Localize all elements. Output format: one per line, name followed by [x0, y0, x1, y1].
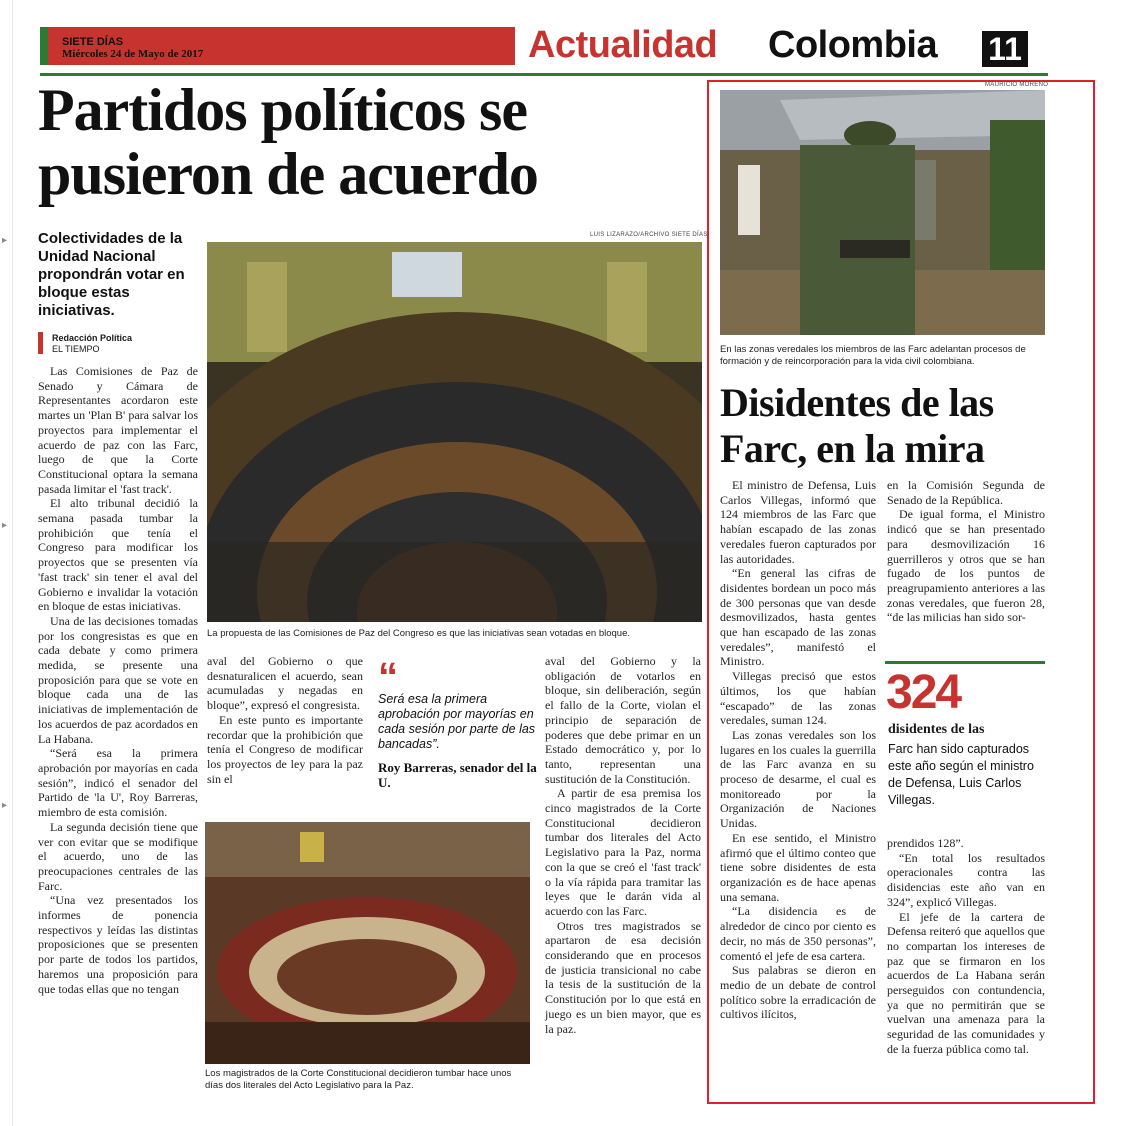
stat-rule	[885, 661, 1045, 664]
stat-text: Farc han sido capturados este año según el ministro de Defensa, Luis Carlos Villegas.	[888, 742, 1034, 807]
paragraph: Una de las decisiones tomadas por los congresistas es que en cada debate y como primera medida, se presente una proposición para que se vote en bloque cada una de las iniciativas de implementación de los acuerdos de paz acordados en La Habana.	[38, 613, 198, 746]
stat-number: 324	[886, 666, 961, 719]
paragraph: “En general las cifras de disidentes bordean un poco más de 300 personas que van desde desmovilizados, hasta gentes que han escapado de las zonas veredales”, manifestó el Ministro.	[720, 566, 876, 669]
sidebar-headline: Disidentes de las Farc, en la mira	[720, 380, 994, 471]
paragraph: A partir de esa premisa los cinco magistrados de la Corte Constitucional decidieron tumbar dos literales del Acto Legislativo para la Paz, norma con la que se creó el 'fast track' o la vía rápida para tramitar las leyes que le darán vida al acuerdo con las Farc.	[545, 786, 701, 918]
byline-outlet: EL TIEMPO	[52, 344, 100, 354]
main-headline: Partidos políticos se pusieron de acuerdo	[38, 77, 538, 207]
court-photo-image	[205, 822, 530, 1064]
paragraph: Otros tres magistrados se apartaron de esa decisión considerando que en procesos de justicia transicional no cabe la tesis de la sustitución de la Constitución por lo que está en juego es un bien mayor, que es la paz.	[545, 918, 701, 1036]
congress-photo-image	[207, 242, 702, 622]
pullquote-text: Será esa la primera aprobación por mayorías en cada sesión por parte de las bancadas”.	[378, 692, 536, 751]
stat-label: disidentes de las	[888, 722, 985, 737]
main-col-2	[207, 654, 363, 786]
photo-caption: La propuesta de las Comisiones de Paz del Congreso es que las iniciativas sean votadas en bloque.	[207, 628, 631, 639]
paragraph: “Será esa la primera aprobación por mayorías en cada sesión”, indicó el senador del Partido de 'la U', Roy Barreras, miembro de esta comisión.	[38, 746, 198, 820]
paragraph: “Una vez presentados los informes de ponencia respectivos y leídas las distintas proposiciones que se presenten por parte de todos los partidos, haremos una proposición para que todas ellas que no tengan	[38, 893, 198, 996]
court-photo	[205, 822, 530, 1064]
photo-caption: En las zonas veredales los miembros de las Farc adelantan procesos de formación y de reincorporación para la vida civil colombiana.	[720, 344, 1026, 367]
subsection-title: Colombia	[768, 24, 938, 66]
paragraph: prendidos 128”.	[887, 836, 964, 850]
paragraph: El ministro de Defensa, Luis Carlos Villegas, informó que 124 miembros de las Farc que habían escapado de las zonas veredales fueron capturados por las autoridades.	[720, 478, 876, 566]
byline-author: Redacción Política	[52, 333, 133, 343]
photo-caption: Los magistrados de la Corte Constitucional decidieron tumbar hace unos días dos literales del Acto Legislativo para la Paz.	[205, 1068, 512, 1091]
margin-arrow-icon: ▸	[2, 800, 8, 811]
farc-photo-image	[720, 90, 1045, 335]
sidebar-col-2-top	[887, 478, 1045, 625]
farc-photo	[720, 90, 1045, 335]
photo-credit: LUIS LIZARAZO/ARCHIVO SIETE DÍAS	[590, 232, 708, 238]
paragraph: El jefe de la cartera de Defensa reiteró que aquellos que no compartan los intereses de paz que se firmaron en los acuerdos de La Habana serán perseguidos con contundencia, ya que no permitirán que se vuelvan una amenaza para la seguridad de las comunidades y de la fuerza pública como tal.	[887, 909, 1045, 1056]
section-title: Actualidad	[528, 24, 718, 66]
paragraph: La segunda decisión tiene que ver con evitar que se modifique el acuerdo, uno de las preocupaciones centrales de las Farc.	[38, 819, 198, 893]
pullquote-author: Roy Barreras, senador del la U.	[378, 760, 537, 790]
page-edge	[12, 0, 13, 1126]
byline-marker	[38, 332, 43, 354]
quote-mark-icon: “	[378, 655, 398, 699]
masthead-rule	[40, 73, 1048, 76]
page-number: 11	[982, 31, 1028, 67]
main-col-3	[545, 654, 701, 1036]
paragraph: Las zonas veredales son los lugares en los cuales la guerrilla de las Farc avanza en su proceso de desarme, el cual es monitoreado por la Organización de Naciones Unidas.	[720, 727, 876, 831]
paragraph: Sus palabras se dieron en medio de un debate de control político sobre la erradicación de cultivos ilícitos,	[720, 963, 876, 1022]
publication-date: Miércoles 24 de Mayo de 2017	[62, 48, 204, 60]
paragraph: En ese sentido, el Ministro afirmó que el último conteo que tiene sobre disidentes de esta organización es de hace apenas una semana.	[720, 830, 876, 904]
paragraph: De igual forma, el Ministro indicó que se han presentado para desmovilización 16 guerrilleros y otros que se han fugado de los puntos de preagrupamiento anteriores a las zonas veredales, que fueron 28, “de las milicias han sido sor-	[887, 507, 1045, 625]
paragraph: “La disidencia es de alrededor de cinco por ciento es decir, no más de 350 personas”, comentó el jefe de esa cartera.	[720, 904, 876, 963]
paragraph: El alto tribunal decidió la semana pasada tumbar la prohibición que tenía el Congreso para modificar los proyectos que se presenten vía 'fast track' sin tener el aval del Gobierno e invalidar la votación en bloque de estas iniciativas.	[38, 496, 198, 614]
main-col-1	[38, 364, 198, 996]
margin-arrow-icon: ▸	[2, 520, 8, 531]
photo-credit: MAURICIO MORENO	[985, 82, 1049, 88]
paragraph: “En total los resultados operacionales contra las disidencias este año van en 324”, explicó Villegas.	[887, 850, 1045, 909]
paragraph: Villegas precisó que estos últimos, los que habían “escapado” de las zonas veredales, suman 124.	[720, 669, 876, 728]
paragraph: Las Comisiones de Paz de Senado y Cámara de Representantes acordaron este martes un 'Plan B' para salvar los proyectos para implementar el acuerdo de paz con las Farc, luego de que la Corte Constitucional optara la semana pasada limitar el 'fast track'.	[38, 364, 198, 496]
sidebar-col-2-bottom	[887, 836, 1045, 1057]
paragraph: aval del Gobierno o que desnaturalicen el acuerdo, sean acumuladas y negadas en bloque”, expresó el congresista.	[207, 654, 363, 713]
sidebar-col-1	[720, 478, 876, 1022]
paragraph: En este punto es importante recordar que la prohibición que tenía el Congreso de modificar los proyectos de ley para la paz sin el	[207, 712, 363, 786]
paragraph: aval del Gobierno y la obligación de votarlos en bloque, sin deliberación, según el fallo de la Corte, violan el principio de separación de poderes que debe primar en un Estado democrático y, por lo tanto, representan una sustitución de la Constitución.	[545, 654, 701, 786]
main-deck: Colectividades de la Unidad Nacional propondrán votar en bloque estas iniciativas.	[38, 230, 185, 319]
congress-photo	[207, 242, 702, 622]
paragraph: en la Comisión Segunda de Senado de la República.	[887, 478, 1045, 507]
publication-name: SIETE DÍAS	[62, 36, 124, 48]
margin-arrow-icon: ▸	[2, 235, 8, 246]
